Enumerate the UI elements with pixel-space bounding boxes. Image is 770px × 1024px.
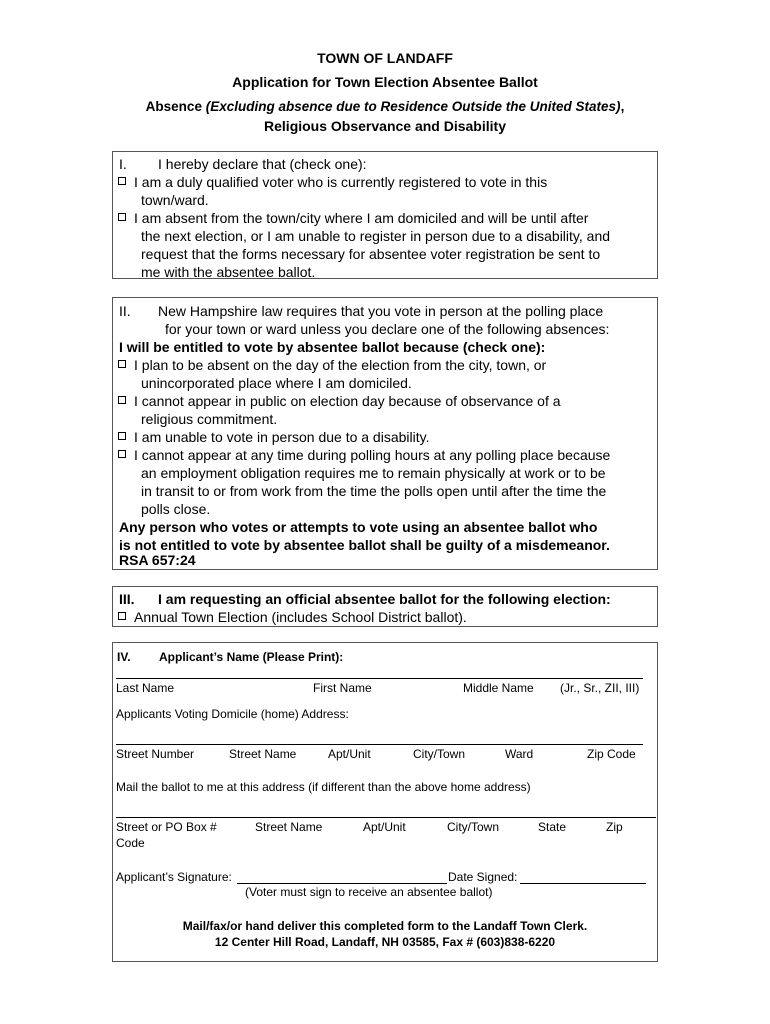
applicant-name-heading: Applicant’s Name (Please Print): — [159, 650, 344, 664]
checkbox-icon[interactable] — [118, 450, 126, 458]
domicile-input-line[interactable] — [116, 744, 643, 745]
street-name-label: Street Name — [229, 747, 297, 761]
middle-name-label: Middle Name — [463, 681, 534, 695]
mail-zip-label: Zip — [606, 820, 623, 834]
suffix-label: (Jr., Sr., ZII, III) — [560, 681, 640, 695]
section-1-option-1[interactable]: I am a duly qualified voter who is currently registered to vote in this — [118, 173, 547, 191]
section-2-option-1-cont: unincorporated place where I am domiciled. — [141, 375, 412, 391]
form-title: Application for Town Election Absentee Ballot — [232, 74, 538, 90]
last-name-label: Last Name — [116, 681, 175, 695]
street-po-box-label-cont: Code — [116, 836, 145, 850]
checkbox-icon[interactable] — [118, 612, 126, 620]
section-2-option-1[interactable]: I plan to be absent on the day of the election from the city, town, or — [118, 356, 546, 374]
section-2-option-4-cont: an employment obligation requires me to remain physically at work or to be — [141, 465, 606, 481]
checkbox-icon[interactable] — [118, 432, 126, 440]
section-1-option-2-cont: request that the forms necessary for absentee voter registration be sent to — [141, 246, 601, 262]
rsa-citation: RSA 657:24 — [119, 552, 196, 568]
zip-code-label: Zip Code — [587, 747, 636, 761]
street-number-label: Street Number — [116, 747, 195, 761]
section-4-box — [112, 642, 658, 962]
section-2-box — [112, 297, 658, 570]
section-1-box — [112, 151, 658, 279]
misdemeanor-warning-cont: is not entitled to vote by absentee ballot shall be guilty of a misdemeanor. — [119, 537, 610, 553]
form-subtitle — [0, 99, 770, 114]
street-po-box-label: Street or PO Box # — [116, 820, 217, 834]
section-2-option-4[interactable]: I cannot appear at any time during polling hours at any polling place because — [118, 446, 610, 464]
city-town-label: City/Town — [413, 747, 466, 761]
section-2-option-3[interactable]: I am unable to vote in person due to a disability. — [118, 428, 429, 446]
section-1-option-2[interactable]: I am absent from the town/city where I am domiciled and will be until after — [118, 209, 588, 227]
date-signed-input-line[interactable] — [520, 883, 646, 884]
date-signed-label: Date Signed: — [448, 870, 518, 884]
subtitle-suffix: , — [620, 99, 625, 114]
section-2-entitled-heading: I will be entitled to vote by absentee ballot because (check one): — [119, 339, 546, 355]
signature-label: Applicant’s Signature: — [116, 870, 232, 884]
mail-city-town-label: City/Town — [447, 820, 500, 834]
section-1-intro: I hereby declare that (check one): — [158, 156, 367, 172]
section-4-num: IV. — [117, 650, 131, 664]
signature-note: (Voter must sign to receive an absentee ballot) — [245, 885, 493, 899]
section-2-intro-cont: for your town or ward unless you declare one of the following absences: — [165, 321, 610, 337]
section-3-box — [112, 586, 658, 627]
form-subtitle-line2: Religious Observance and Disability — [264, 118, 506, 134]
section-2-option-2[interactable]: I cannot appear in public on election day because of observance of a — [118, 392, 561, 410]
checkbox-icon[interactable] — [118, 213, 126, 221]
section-3-num: III. — [119, 591, 135, 607]
mail-apt-unit-label: Apt/Unit — [363, 820, 406, 834]
section-2-option-4-cont: polls close. — [141, 501, 211, 517]
section-1-option-1-cont: town/ward. — [141, 192, 209, 208]
section-1-option-2-cont: me with the absentee ballot. — [141, 264, 316, 280]
checkbox-icon[interactable] — [118, 177, 126, 185]
subtitle-prefix: Absence — [145, 99, 202, 114]
misdemeanor-warning: Any person who votes or attempts to vote using an absentee ballot who — [119, 519, 598, 535]
name-input-line[interactable] — [116, 678, 643, 679]
mail-address-label: Mail the ballot to me at this address (if different than the above home address) — [116, 780, 531, 794]
section-2-num: II. — [119, 303, 131, 319]
section-2-intro: New Hampshire law requires that you vote in person at the polling place — [158, 303, 604, 319]
footer-address: 12 Center Hill Road, Landaff, NH 03585, Fax # (603)838-6220 — [214, 935, 556, 949]
town-title: TOWN OF LANDAFF — [317, 50, 453, 66]
first-name-label: First Name — [313, 681, 372, 695]
apt-unit-label: Apt/Unit — [328, 747, 371, 761]
signature-input-line[interactable] — [237, 883, 447, 884]
subtitle-italic: (Excluding absence due to Residence Outside the United States) — [205, 99, 621, 114]
footer-instructions: Mail/fax/or hand deliver this completed form to the Landaff Town Clerk. — [182, 919, 588, 933]
section-1-num: I. — [119, 156, 127, 172]
section-3-heading: I am requesting an official absentee ballot for the following election: — [158, 591, 611, 607]
section-2-option-2-cont: religious commitment. — [141, 411, 278, 427]
checkbox-icon[interactable] — [118, 396, 126, 404]
mail-address-input-line[interactable] — [116, 817, 656, 818]
section-2-option-4-cont: in transit to or from work from the time the polls open until after the time the — [141, 483, 607, 499]
mail-street-name-label: Street Name — [255, 820, 323, 834]
domicile-address-label: Applicants Voting Domicile (home) Address: — [116, 707, 349, 721]
ward-label: Ward — [505, 747, 534, 761]
section-1-option-2-cont: the next election, or I am unable to register in person due to a disability, and — [141, 228, 611, 244]
checkbox-icon[interactable] — [118, 360, 126, 368]
mail-state-label: State — [538, 820, 567, 834]
section-3-option[interactable]: Annual Town Election (includes School District ballot). — [118, 608, 467, 626]
